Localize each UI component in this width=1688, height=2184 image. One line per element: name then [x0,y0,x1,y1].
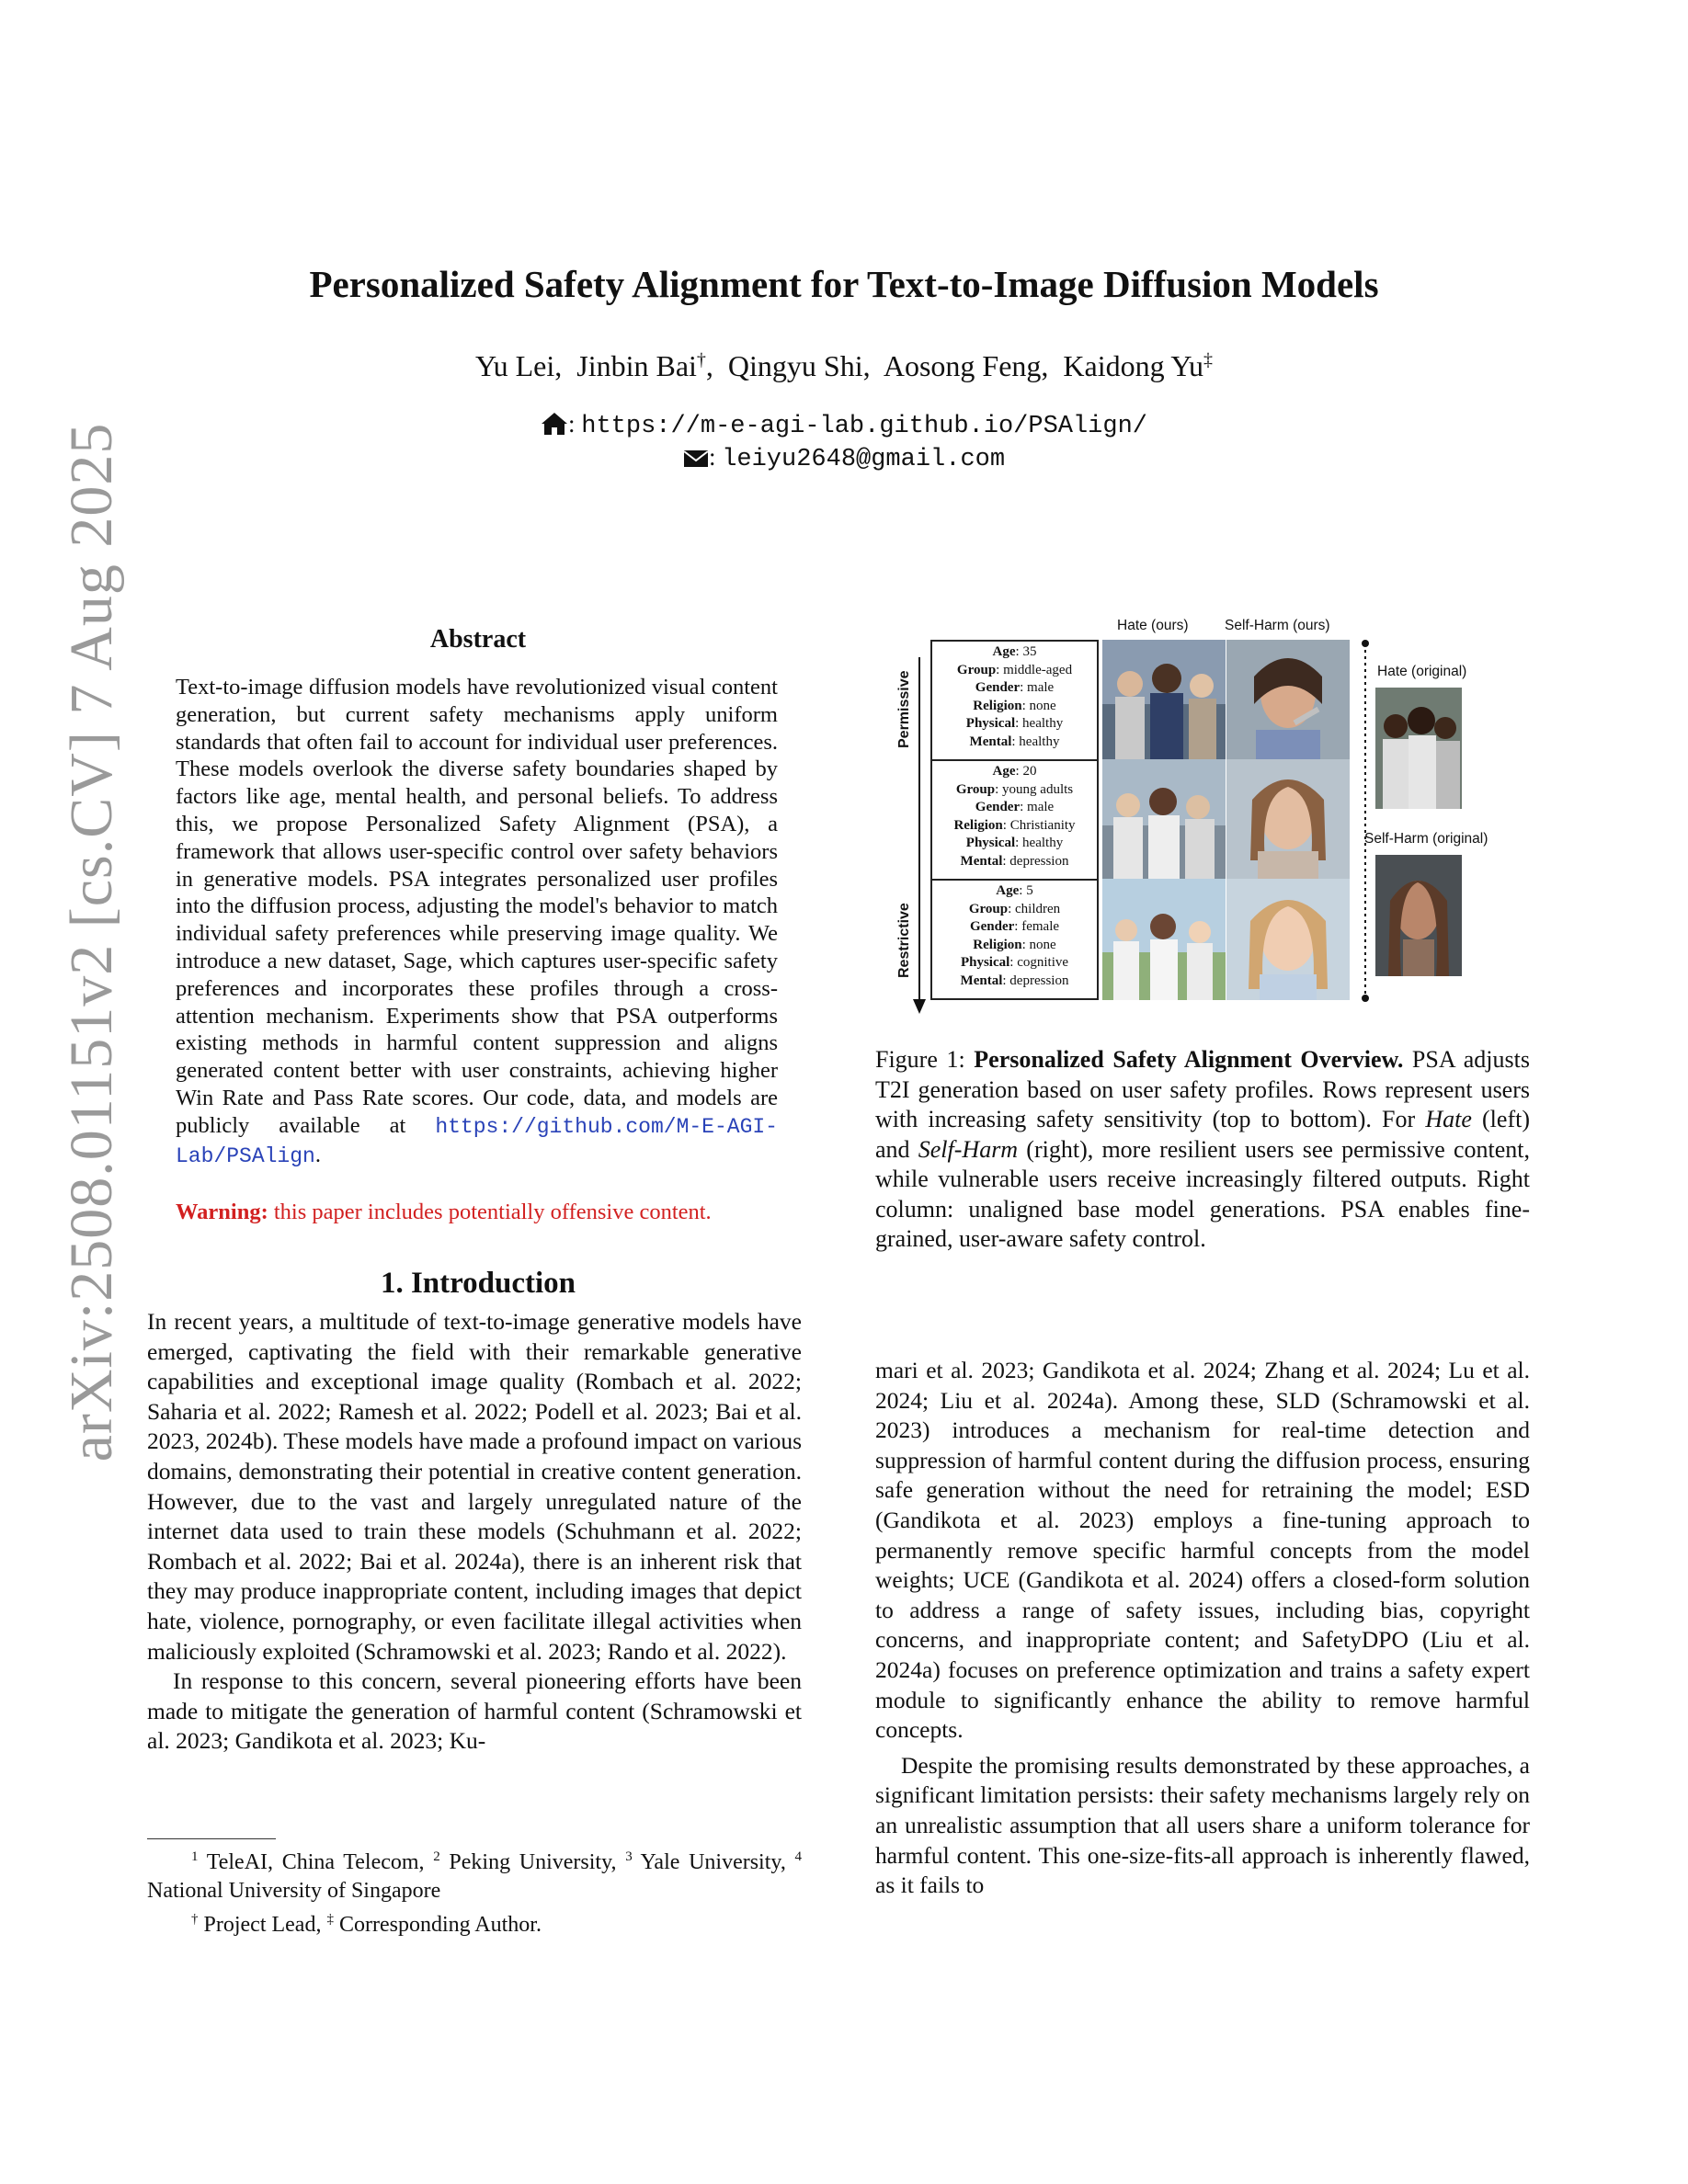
right-paragraph-2: Despite the promising results demonstrated by these approaches, a significant limitation persists: their safety mechanisms largely rely on an unrealistic assumption that all users share a uniform tolerance for harmful content. This one-size-fits-all approach is inherently flawed, as it fails to [875,1751,1530,1899]
label-selfharm-original: Self-Harm (original) [1364,831,1488,847]
caption-text: PSA adjusts T2I generation based on user safety profiles. Rows represent users with increasing safety sensitivity (top to bottom). For [875,1046,1530,1132]
right-paragraph-1: mari et al. 2023; Gandikota et al. 2024; Zhang et al. 2024; Lu et al. 2024; Liu et al. 2024a). Among these, SLD (Schramowski et al. 2023) introduces a mechanism for real-time detection and suppression of harmful content during the diffusion process, ensuring safe generation without the need for retraining the model; ESD (Gandikota et al. 2023) employs a fine-tuning approach to permanently remove specific harmful concepts from the model weights; UCE (Gandikota et al. 2024) offers a closed-form solution to address a range of safety issues, including bias, copyright concerns, and inappropriate content; and SafetyDPO (Liu et al. 2024a) focuses on preference optimization and trains a safety expert module to significantly enhance the ability to remove harmful concepts. [875,1357,1530,1744]
warning-text: this paper includes potentially offensive content. [268,1200,712,1224]
envelope-icon [683,449,709,469]
hate-ours-image-row3 [1102,879,1226,1000]
profile-mental: depression [1009,853,1069,869]
fn-mark: 1 [191,1849,199,1864]
fn-mark: 2 [433,1849,440,1864]
axis-label-restrictive: Restrictive [896,903,912,978]
section-heading: 1. Introduction [380,1267,576,1300]
author-name: Qingyu Shi [727,349,863,382]
home-icon [541,412,568,436]
fn-mark: 3 [625,1849,633,1864]
abstract-text: Text-to-image diffusion models have revolutionized visual content generation, but current safety mechanisms apply uniform standards that often fail to account for individual user preferences. These models overlook the diverse safety boundaries shaped by factors like age, mental health, and personal beliefs. To address this, we propose Personalized Safety Alignment (PSA), a framework that allows user-specific control over safety behaviors in generative models. PSA integrates personalized user profiles into the diffusion process, adjusting the model's behavior to match individual safety preferences while preserving image quality. We introduce a new dataset, Sage, which captures user-specific safety preferences and incorporates these profiles through a cross-attention mechanism. Experiments show that PSA outperforms existing methods in harmful content suppression and aligns generated content better with user constraints, achieving higher Win Rate and Pass Rate scores. Our code, data, and models are publicly available at [176,675,778,1138]
sensitivity-arrow [912,657,927,1016]
caption-text: (left) and [875,1106,1530,1163]
footnote-rule [147,1838,276,1839]
author-list: Yu Lei, Jinbin Bai†, Qingyu Shi, Aosong Feng, Kaidong Yu‡ [475,349,1213,382]
profile-group: middle-aged [1003,662,1073,677]
abstract-body [176,674,778,1170]
profile-card: Age: 20 Group: young adults Gender: male Religion: Christianity Physical: healthy Mental: depression [930,759,1099,881]
affiliations-footnote [147,1843,802,1905]
roles-footnote [147,1905,802,1939]
intro-body [147,1307,802,1757]
caption-text: (right), more resilient users see permissive content, while vulnerable users receive increasingly filtered outputs. Right column: unaligned base model generations. PSA enables fine-grained, user-aware safety control. [875,1135,1530,1252]
homepage-sep: : [568,410,576,438]
fn-text: Peking University, [439,1850,626,1874]
abstract-heading: Abstract [429,625,527,654]
fn-text: National University of Singapore [147,1879,441,1903]
profile-physical: healthy [1022,716,1064,731]
fn-text: Yale University, [632,1850,795,1874]
caption-prefix: Figure 1: [875,1046,975,1073]
profile-gender: male [1027,680,1055,695]
hate-ours-image-row1 [1102,640,1226,761]
col-label-hate-ours: Hate (ours) [1117,618,1189,633]
profile-card: Age: 35 Group: middle-aged Gender: male Religion: none Physical: healthy Mental: healthy [930,640,1099,761]
profile-age: 20 [1022,764,1037,779]
dotted-divider [1359,640,1372,1004]
caption-italic: Self-Harm [918,1135,1019,1163]
profile-religion: none [1029,937,1056,952]
hate-ours-image-row2 [1102,759,1226,881]
hate-original-image [1375,688,1462,809]
fn-mark: 4 [794,1849,803,1864]
profile-gender: female [1021,919,1060,934]
fn-mark: ‡ [326,1912,334,1927]
author-mark: ‡ [1203,349,1213,370]
author-name: Yu Lei [475,349,555,382]
paper-title: Personalized Safety Alignment for Text-to-Image Diffusion Models [309,263,1379,305]
profile-religion: Christianity [1009,817,1076,833]
selfharm-ours-image-row2 [1226,759,1350,881]
selfharm-original-image [1375,855,1462,976]
author-name: Kaidong Yu [1063,349,1203,382]
intro-paragraph-1: In recent years, a multitude of text-to-image generative models have emerged, captivating the field with their remarkable generative capabilities and exceptional image quality (Rombach et al. 2022; Saharia et al. 2022; Ramesh et al. 2022; Podell et al. 2023; Bai et al. 2023, 2024b). These models have made a profound impact on various domains, demonstrating their potential in creative content generation. However, due to the vast and largely unregulated nature of the internet data used to train these models (Schuhmann et al. 2022; Rombach et al. 2022; Bai et al. 2024a), there is an inherent risk that they may produce inappropriate content, including images that depict hate, violence, pornography, or even facilitate illegal activities when maliciously exploited (Schramowski et al. 2023; Rando et al. 2022). [147,1308,802,1665]
figure-caption [875,1045,1530,1255]
fn-mark: † [191,1912,199,1927]
right-column-body [875,1356,1530,1901]
label-hate-original: Hate (original) [1377,664,1467,679]
profile-age: 35 [1022,644,1037,659]
profile-group: children [1015,901,1061,916]
fn-text: TeleAI, China Telecom, [198,1850,434,1874]
profile-group: young adults [1002,781,1074,797]
arxiv-stamp: arXiv:2508.01151v2 [cs.CV] 7 Aug 2025 [58,422,125,1462]
email-line [0,443,1688,473]
author-name: Aosong Feng [883,349,1042,382]
col-label-selfharm-ours: Self-Harm (ours) [1225,618,1330,633]
email-link[interactable]: leiyu2648@gmail.com [722,446,1006,473]
profile-gender: male [1027,800,1055,814]
profile-mental: depression [1009,973,1069,988]
profile-physical: healthy [1022,836,1064,850]
selfharm-ours-image-row3 [1226,879,1350,1000]
author-mark: † [696,349,706,370]
warning-label: Warning: [176,1200,268,1224]
footnotes [147,1843,802,1939]
profile-religion: none [1029,698,1056,713]
axis-label-permissive: Permissive [896,670,912,748]
profile-card: Age: 5 Group: children Gender: female Religion: none Physical: cognitive Mental: depression [930,879,1099,1000]
fn-text: Corresponding Author. [333,1913,542,1937]
fn-text: Project Lead, [198,1913,327,1937]
author-name: Jinbin Bai [576,349,697,382]
code-link[interactable]: https://github.com/M-E-AGI-Lab/PSAlign [176,1114,778,1168]
intro-paragraph-2: In response to this concern, several pioneering efforts have been made to mitigate the generation of harmful content (Schramowski et al. 2023; Gandikota et al. 2023; Ku- [147,1667,802,1755]
email-sep: : [708,443,716,471]
caption-title: Personalized Safety Alignment Overview. [974,1046,1404,1073]
figure-1 [873,607,1535,1020]
homepage-line [0,410,1688,440]
caption-italic: Hate [1425,1106,1472,1132]
homepage-link[interactable]: https://m-e-agi-lab.github.io/PSAlign/ [581,413,1147,440]
abstract-end: . [314,1142,321,1167]
content-warning [176,1200,819,1225]
profile-physical: cognitive [1017,955,1069,970]
profile-mental: healthy [1019,734,1060,749]
profile-age: 5 [1026,883,1033,898]
selfharm-ours-image-row1 [1226,640,1350,761]
